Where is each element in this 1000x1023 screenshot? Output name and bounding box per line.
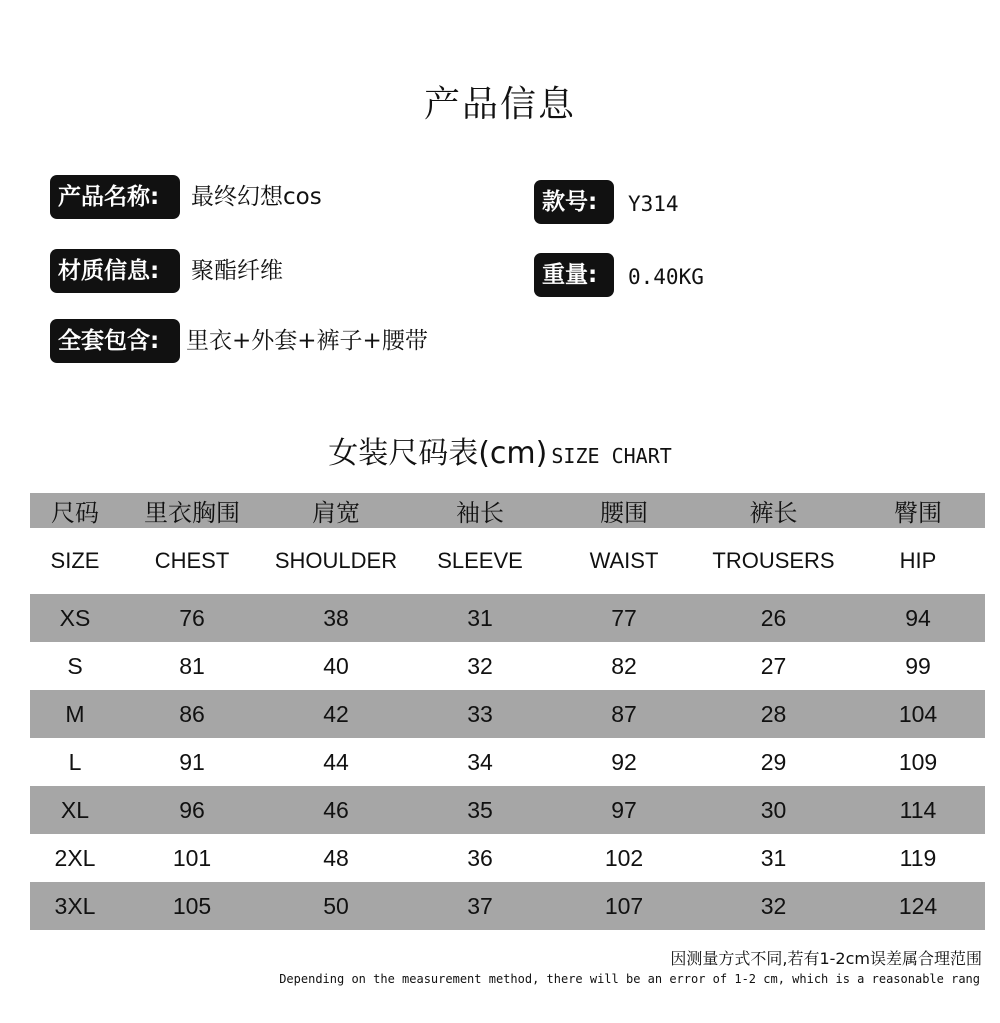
cell-sleeve: 31 <box>408 594 552 642</box>
measurement-note-cn: 因测量方式不同,若有1-2cm误差属合理范围 <box>670 949 982 968</box>
style-number-value: Y314 <box>628 192 679 216</box>
cell-size: XS <box>30 594 120 642</box>
cell-trousers: 27 <box>696 642 851 690</box>
table-row <box>30 834 985 882</box>
table-row <box>30 642 985 690</box>
cell-hip: 109 <box>851 738 985 786</box>
cell-trousers: 29 <box>696 738 851 786</box>
header-en-chest: CHEST <box>120 528 264 594</box>
header-en-waist: WAIST <box>552 528 696 594</box>
header-row-en <box>30 528 985 594</box>
header-en-sleeve: SLEEVE <box>408 528 552 594</box>
size-chart-title <box>0 428 1000 472</box>
header-cn-hip: 臀围 <box>851 493 985 528</box>
cell-waist: 87 <box>552 690 696 738</box>
cell-hip: 94 <box>851 594 985 642</box>
header-cn-size: 尺码 <box>30 493 120 528</box>
cell-shoulder: 42 <box>264 690 408 738</box>
style-number-label: 款号: <box>534 180 614 224</box>
cell-shoulder: 44 <box>264 738 408 786</box>
product-name-label: 产品名称: <box>50 175 180 219</box>
cell-sleeve: 37 <box>408 882 552 930</box>
cell-hip: 124 <box>851 882 985 930</box>
cell-waist: 107 <box>552 882 696 930</box>
cell-sleeve: 33 <box>408 690 552 738</box>
cell-shoulder: 46 <box>264 786 408 834</box>
header-cn-waist: 腰围 <box>552 493 696 528</box>
cell-hip: 104 <box>851 690 985 738</box>
cell-size: 2XL <box>30 834 120 882</box>
cell-waist: 77 <box>552 594 696 642</box>
cell-chest: 91 <box>120 738 264 786</box>
cell-size: M <box>30 690 120 738</box>
header-en-hip: HIP <box>851 528 985 594</box>
size-chart-table <box>30 493 985 930</box>
cell-trousers: 32 <box>696 882 851 930</box>
measurement-note-en: Depending on the measurement method, there will be an error of 1-2 cm, which is a reasonable rang <box>279 972 980 986</box>
table-row <box>30 786 985 834</box>
cell-chest: 96 <box>120 786 264 834</box>
cell-sleeve: 34 <box>408 738 552 786</box>
cell-sleeve: 32 <box>408 642 552 690</box>
cell-shoulder: 50 <box>264 882 408 930</box>
header-cn-shoulder: 肩宽 <box>264 493 408 528</box>
cell-shoulder: 48 <box>264 834 408 882</box>
product-name-value: 最终幻想cos <box>191 184 322 210</box>
material-label: 材质信息: <box>50 249 180 293</box>
cell-chest: 81 <box>120 642 264 690</box>
cell-shoulder: 38 <box>264 594 408 642</box>
cell-hip: 119 <box>851 834 985 882</box>
table-row <box>30 738 985 786</box>
cell-hip: 99 <box>851 642 985 690</box>
cell-size: S <box>30 642 120 690</box>
cell-waist: 97 <box>552 786 696 834</box>
header-cn-chest: 里衣胸围 <box>120 493 264 528</box>
cell-waist: 92 <box>552 738 696 786</box>
weight-label: 重量: <box>534 253 614 297</box>
cell-hip: 114 <box>851 786 985 834</box>
cell-chest: 86 <box>120 690 264 738</box>
cell-trousers: 28 <box>696 690 851 738</box>
header-row-cn <box>30 493 985 528</box>
table-row <box>30 690 985 738</box>
cell-shoulder: 40 <box>264 642 408 690</box>
material-value: 聚酯纤维 <box>191 258 283 284</box>
header-cn-trousers: 裤长 <box>696 493 851 528</box>
size-chart-title-cn: 女装尺码表(cm) <box>328 436 548 471</box>
cell-waist: 102 <box>552 834 696 882</box>
cell-waist: 82 <box>552 642 696 690</box>
cell-sleeve: 35 <box>408 786 552 834</box>
cell-size: 3XL <box>30 882 120 930</box>
cell-chest: 105 <box>120 882 264 930</box>
cell-size: L <box>30 738 120 786</box>
set-contents-value: 里衣+外套+裤子+腰带 <box>186 328 428 354</box>
set-contents-label: 全套包含: <box>50 319 180 363</box>
table-row <box>30 594 985 642</box>
page-title: 产品信息 <box>423 84 576 125</box>
cell-chest: 101 <box>120 834 264 882</box>
header-en-shoulder: SHOULDER <box>264 528 408 594</box>
size-chart-title-en: SIZE CHART <box>551 444 672 468</box>
cell-trousers: 26 <box>696 594 851 642</box>
header-cn-sleeve: 袖长 <box>408 493 552 528</box>
cell-size: XL <box>30 786 120 834</box>
cell-sleeve: 36 <box>408 834 552 882</box>
cell-trousers: 30 <box>696 786 851 834</box>
cell-chest: 76 <box>120 594 264 642</box>
table-row <box>30 882 985 930</box>
header-en-trousers: TROUSERS <box>696 528 851 594</box>
weight-value: 0.40KG <box>628 265 704 289</box>
header-en-size: SIZE <box>30 528 120 594</box>
cell-trousers: 31 <box>696 834 851 882</box>
